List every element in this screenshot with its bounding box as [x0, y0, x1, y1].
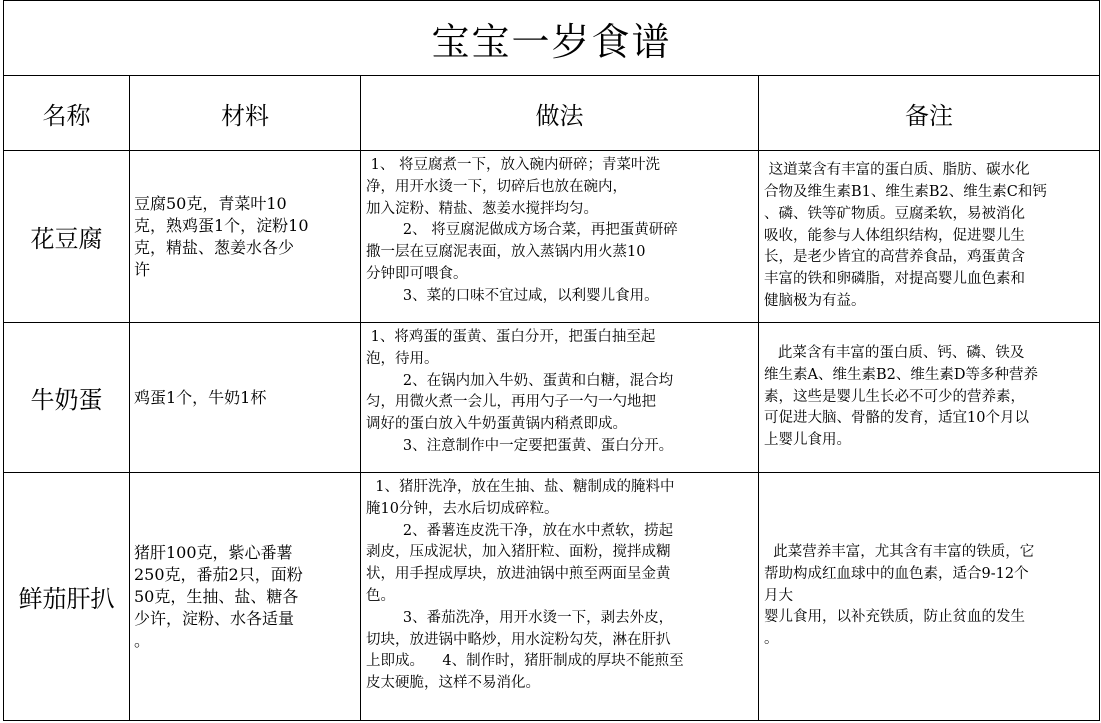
recipe-notes: 此菜含有丰富的蛋白质、钙、磷、铁及 维生素A、维生素B2、维生素D等多种营养 素，这些是婴儿生长必不可少的营养素， 可促进大脑、骨骼的发育，适宜10个月以 上婴儿食用。: [759, 323, 1100, 473]
page-title: 宝宝一岁食谱: [4, 1, 1100, 76]
table-row: [4, 151, 1100, 323]
recipe-materials: 鸡蛋1个，牛奶1杯: [130, 323, 361, 473]
recipe-materials: 猪肝100克，紫心番薯 250克，番茄2只，面粉 50克，生抽、盐、糖各 少许，淀粉、水各适量 。: [130, 473, 361, 721]
header-notes: 备注: [759, 76, 1100, 151]
table-row: [4, 473, 1100, 721]
recipe-method: 1、猪肝洗净，放在生抽、盐、糖制成的腌料中 腌10分钟，去水后切成碎粒。 2、番薯连皮洗干净，放在水中煮软，捞起 剥皮，压成泥状，加入猪肝粒、面粉，搅拌成糊 状，用手捏成厚块，放进油锅中煎至两面呈金黄 色。 3、番茄洗净，用开水烫一下，剥去外皮， 切块，放进锅中略炒，用水淀粉勾芡，淋在肝扒 上即成。 4、制作时，猪肝制成的厚块不能煎至 皮太硬脆，这样不易消化。: [361, 473, 759, 721]
recipe-sheet: [3, 0, 1099, 721]
recipe-notes: 此菜营养丰富，尤其含有丰富的铁质，它 帮助构成红血球中的血色素，适合9-12个 月大 婴儿食用，以补充铁质，防止贫血的发生 。: [759, 473, 1100, 721]
recipe-name: 花豆腐: [4, 151, 130, 323]
recipe-table: [3, 0, 1100, 721]
recipe-name: 牛奶蛋: [4, 323, 130, 473]
header-materials: 材料: [130, 76, 361, 151]
recipe-name: 鲜茄肝扒: [4, 473, 130, 721]
recipe-method: 1、 将豆腐煮一下，放入碗内研碎；青菜叶洗 净，用开水烫一下，切碎后也放在碗内， 加入淀粉、精盐、葱姜水搅拌均匀。 2、 将豆腐泥做成方场合菜，再把蛋黄研碎 撒一层在豆腐泥表面，放入蒸锅内用火蒸10 分钟即可喂食。 3、菜的口味不宜过咸，以利婴儿食用。: [361, 151, 759, 323]
header-method: 做法: [361, 76, 759, 151]
recipe-notes: 这道菜含有丰富的蛋白质、脂肪、碳水化 合物及维生素B1、维生素B2、维生素C和钙 、磷、铁等矿物质。豆腐柔软，易被消化 吸收，能参与人体组织结构，促进婴儿生 长，是老少皆宜的高营养食品，鸡蛋黄含 丰富的铁和卵磷脂，对提高婴儿血色素和 健脑极为有益。: [759, 151, 1100, 323]
header-name: 名称: [4, 76, 130, 151]
recipe-method: 1、将鸡蛋的蛋黄、蛋白分开，把蛋白抽至起 泡，待用。 2、在锅内加入牛奶、蛋黄和白糖，混合均 匀，用微火煮一会儿，再用勺子一勺一勺地把 调好的蛋白放入牛奶蛋黄锅内稍煮即成。 3、注意制作中一定要把蛋黄、蛋白分开。: [361, 323, 759, 473]
recipe-materials: 豆腐50克，青菜叶10 克，熟鸡蛋1个，淀粉10 克，精盐、葱姜水各少 许: [130, 151, 361, 323]
table-row: [4, 323, 1100, 473]
